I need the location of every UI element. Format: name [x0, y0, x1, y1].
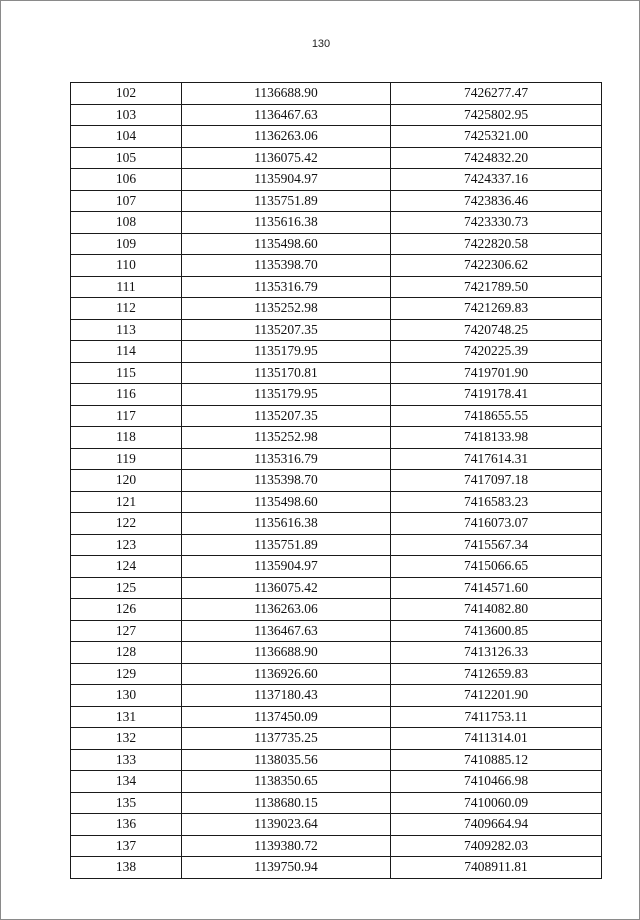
x-coordinate-cell: 1135616.38	[182, 212, 391, 234]
point-number-cell: 115	[71, 362, 182, 384]
y-coordinate-cell: 7414571.60	[391, 577, 602, 599]
table-row	[71, 556, 602, 578]
y-coordinate-cell: 7417614.31	[391, 448, 602, 470]
y-coordinate-cell: 7414082.80	[391, 599, 602, 621]
point-number-cell: 111	[71, 276, 182, 298]
y-coordinate-cell: 7419178.41	[391, 384, 602, 406]
y-coordinate-cell: 7424832.20	[391, 147, 602, 169]
x-coordinate-cell: 1138035.56	[182, 749, 391, 771]
point-number-cell: 137	[71, 835, 182, 857]
page-number: 130	[311, 38, 331, 50]
y-coordinate-cell: 7417097.18	[391, 470, 602, 492]
point-number-cell: 125	[71, 577, 182, 599]
x-coordinate-cell: 1137450.09	[182, 706, 391, 728]
x-coordinate-cell: 1135616.38	[182, 513, 391, 535]
x-coordinate-cell: 1135179.95	[182, 384, 391, 406]
table-row	[71, 212, 602, 234]
y-coordinate-cell: 7410885.12	[391, 749, 602, 771]
table-row	[71, 233, 602, 255]
y-coordinate-cell: 7419701.90	[391, 362, 602, 384]
point-number-cell: 102	[71, 83, 182, 105]
point-number-cell: 119	[71, 448, 182, 470]
point-number-cell: 103	[71, 104, 182, 126]
point-number-cell: 116	[71, 384, 182, 406]
table-row	[71, 255, 602, 277]
y-coordinate-cell: 7408911.81	[391, 857, 602, 879]
point-number-cell: 128	[71, 642, 182, 664]
table-row	[71, 298, 602, 320]
x-coordinate-cell: 1136075.42	[182, 147, 391, 169]
y-coordinate-cell: 7413126.33	[391, 642, 602, 664]
table-row	[71, 427, 602, 449]
y-coordinate-cell: 7422820.58	[391, 233, 602, 255]
y-coordinate-cell: 7416073.07	[391, 513, 602, 535]
point-number-cell: 113	[71, 319, 182, 341]
x-coordinate-cell: 1135316.79	[182, 448, 391, 470]
point-number-cell: 132	[71, 728, 182, 750]
x-coordinate-cell: 1137735.25	[182, 728, 391, 750]
x-coordinate-cell: 1137180.43	[182, 685, 391, 707]
x-coordinate-cell: 1135398.70	[182, 470, 391, 492]
y-coordinate-cell: 7425802.95	[391, 104, 602, 126]
y-coordinate-cell: 7416583.23	[391, 491, 602, 513]
x-coordinate-cell: 1135179.95	[182, 341, 391, 363]
y-coordinate-cell: 7409664.94	[391, 814, 602, 836]
x-coordinate-cell: 1135498.60	[182, 491, 391, 513]
y-coordinate-cell: 7420225.39	[391, 341, 602, 363]
table-row	[71, 835, 602, 857]
table-row	[71, 728, 602, 750]
y-coordinate-cell: 7415567.34	[391, 534, 602, 556]
x-coordinate-cell: 1136467.63	[182, 104, 391, 126]
table-row	[71, 599, 602, 621]
table-row	[71, 620, 602, 642]
table-row	[71, 147, 602, 169]
table-row	[71, 577, 602, 599]
y-coordinate-cell: 7423836.46	[391, 190, 602, 212]
point-number-cell: 118	[71, 427, 182, 449]
table-row	[71, 663, 602, 685]
x-coordinate-cell: 1136688.90	[182, 83, 391, 105]
point-number-cell: 129	[71, 663, 182, 685]
x-coordinate-cell: 1136263.06	[182, 126, 391, 148]
table-row	[71, 448, 602, 470]
x-coordinate-cell: 1135751.89	[182, 534, 391, 556]
table-row	[71, 169, 602, 191]
y-coordinate-cell: 7409282.03	[391, 835, 602, 857]
y-coordinate-cell: 7424337.16	[391, 169, 602, 191]
point-number-cell: 122	[71, 513, 182, 535]
x-coordinate-cell: 1135207.35	[182, 405, 391, 427]
point-number-cell: 106	[71, 169, 182, 191]
point-number-cell: 138	[71, 857, 182, 879]
table-row	[71, 276, 602, 298]
table-row	[71, 513, 602, 535]
point-number-cell: 124	[71, 556, 182, 578]
table-row	[71, 104, 602, 126]
y-coordinate-cell: 7411753.11	[391, 706, 602, 728]
y-coordinate-cell: 7421789.50	[391, 276, 602, 298]
y-coordinate-cell: 7426277.47	[391, 83, 602, 105]
table-row	[71, 534, 602, 556]
y-coordinate-cell: 7410060.09	[391, 792, 602, 814]
x-coordinate-cell: 1135207.35	[182, 319, 391, 341]
point-number-cell: 136	[71, 814, 182, 836]
point-number-cell: 121	[71, 491, 182, 513]
y-coordinate-cell: 7410466.98	[391, 771, 602, 793]
point-number-cell: 127	[71, 620, 182, 642]
y-coordinate-cell: 7421269.83	[391, 298, 602, 320]
point-number-cell: 130	[71, 685, 182, 707]
point-number-cell: 105	[71, 147, 182, 169]
point-number-cell: 120	[71, 470, 182, 492]
x-coordinate-cell: 1139023.64	[182, 814, 391, 836]
x-coordinate-cell: 1135316.79	[182, 276, 391, 298]
x-coordinate-cell: 1138350.65	[182, 771, 391, 793]
y-coordinate-cell: 7413600.85	[391, 620, 602, 642]
x-coordinate-cell: 1135252.98	[182, 427, 391, 449]
table-row	[71, 642, 602, 664]
point-number-cell: 134	[71, 771, 182, 793]
x-coordinate-cell: 1135751.89	[182, 190, 391, 212]
x-coordinate-cell: 1135904.97	[182, 169, 391, 191]
x-coordinate-cell: 1139380.72	[182, 835, 391, 857]
x-coordinate-cell: 1136467.63	[182, 620, 391, 642]
point-number-cell: 117	[71, 405, 182, 427]
y-coordinate-cell: 7412201.90	[391, 685, 602, 707]
point-number-cell: 114	[71, 341, 182, 363]
x-coordinate-cell: 1135398.70	[182, 255, 391, 277]
table-row	[71, 190, 602, 212]
point-number-cell: 104	[71, 126, 182, 148]
table-row	[71, 384, 602, 406]
point-number-cell: 135	[71, 792, 182, 814]
y-coordinate-cell: 7420748.25	[391, 319, 602, 341]
x-coordinate-cell: 1136263.06	[182, 599, 391, 621]
x-coordinate-cell: 1135498.60	[182, 233, 391, 255]
x-coordinate-cell: 1135170.81	[182, 362, 391, 384]
point-number-cell: 110	[71, 255, 182, 277]
y-coordinate-cell: 7422306.62	[391, 255, 602, 277]
table-row	[71, 491, 602, 513]
table-row	[71, 470, 602, 492]
point-number-cell: 108	[71, 212, 182, 234]
table-row	[71, 814, 602, 836]
x-coordinate-cell: 1139750.94	[182, 857, 391, 879]
y-coordinate-cell: 7425321.00	[391, 126, 602, 148]
table-row	[71, 857, 602, 879]
y-coordinate-cell: 7423330.73	[391, 212, 602, 234]
table-row	[71, 405, 602, 427]
y-coordinate-cell: 7418133.98	[391, 427, 602, 449]
x-coordinate-cell: 1138680.15	[182, 792, 391, 814]
table-row	[71, 685, 602, 707]
x-coordinate-cell: 1136075.42	[182, 577, 391, 599]
x-coordinate-cell: 1136926.60	[182, 663, 391, 685]
table-row	[71, 749, 602, 771]
point-number-cell: 112	[71, 298, 182, 320]
table-row	[71, 771, 602, 793]
table-row	[71, 319, 602, 341]
table-row	[71, 126, 602, 148]
coordinates-table-body	[71, 83, 602, 879]
point-number-cell: 107	[71, 190, 182, 212]
y-coordinate-cell: 7411314.01	[391, 728, 602, 750]
coordinates-table	[70, 82, 602, 879]
point-number-cell: 126	[71, 599, 182, 621]
x-coordinate-cell: 1135904.97	[182, 556, 391, 578]
point-number-cell: 133	[71, 749, 182, 771]
x-coordinate-cell: 1135252.98	[182, 298, 391, 320]
table-row	[71, 792, 602, 814]
point-number-cell: 109	[71, 233, 182, 255]
point-number-cell: 131	[71, 706, 182, 728]
y-coordinate-cell: 7418655.55	[391, 405, 602, 427]
table-row	[71, 362, 602, 384]
x-coordinate-cell: 1136688.90	[182, 642, 391, 664]
table-row	[71, 706, 602, 728]
y-coordinate-cell: 7412659.83	[391, 663, 602, 685]
y-coordinate-cell: 7415066.65	[391, 556, 602, 578]
point-number-cell: 123	[71, 534, 182, 556]
table-row	[71, 83, 602, 105]
table-row	[71, 341, 602, 363]
